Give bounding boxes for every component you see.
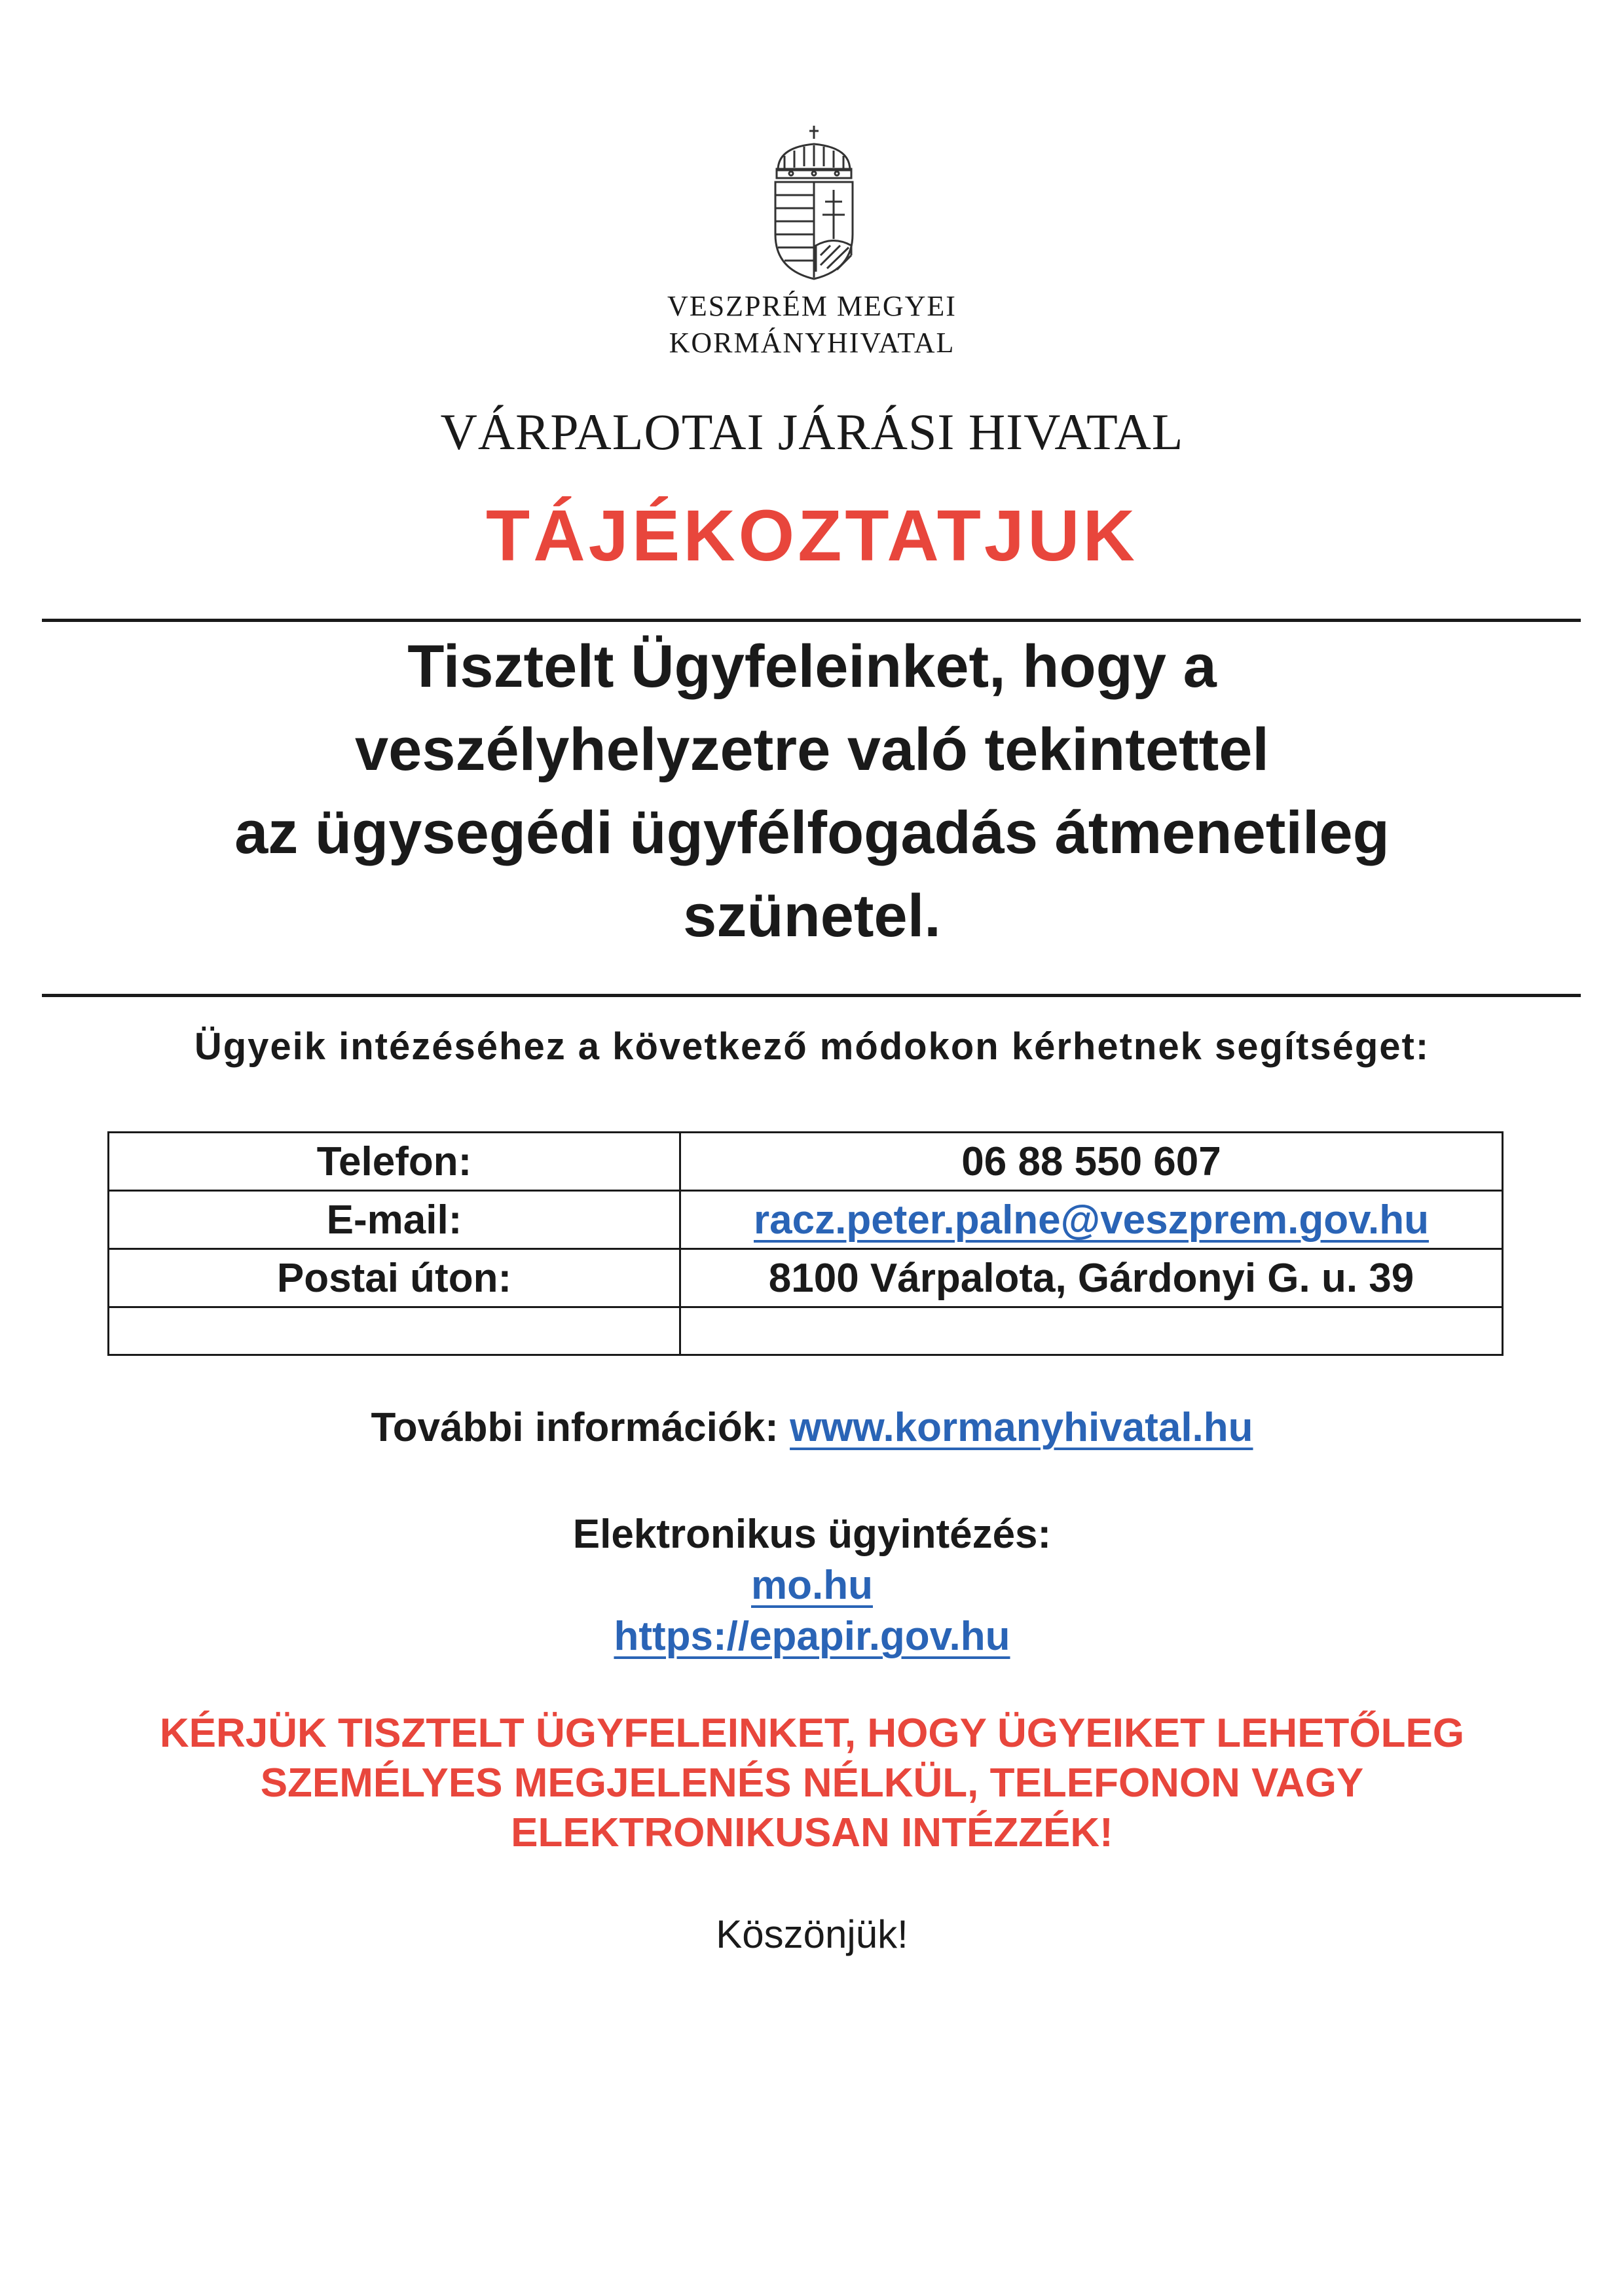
main-message-line1: Tisztelt Ügyfeleinket, hogy a [407, 633, 1217, 700]
mohu-link[interactable]: mo.hu [751, 1563, 873, 1608]
contact-label-post: Postai úton: [109, 1249, 680, 1307]
request-line2: SZEMÉLYES MEGJELENÉS NÉLKÜL, TELEFONON VAGY [260, 1760, 1364, 1806]
coat-of-arms-icon [765, 124, 863, 282]
closing-thanks: Köszönjük! [716, 1912, 908, 1956]
more-info-label: További információk: [371, 1405, 779, 1450]
table-row [109, 1249, 1503, 1307]
request-line3: ELEKTRONIKUSAN INTÉZZÉK! [511, 1810, 1113, 1855]
organization-name-line2: KORMÁNYHIVATAL [669, 327, 955, 359]
electronic-admin [0, 1509, 1624, 1662]
organization-name-line1: VESZPRÉM MEGYEI [667, 290, 957, 322]
contact-label-phone: Telefon: [109, 1133, 680, 1191]
contact-value-phone: 06 88 550 607 [680, 1133, 1503, 1191]
contact-subheading: Ügyeik intézéséhez a következő módokon kérhetnek segítséget: [194, 1025, 1430, 1068]
mohu-link-wrap [0, 1560, 1624, 1611]
contact-value-post: 8100 Várpalota, Gárdonyi G. u. 39 [680, 1249, 1503, 1307]
table-row [109, 1191, 1503, 1249]
request-line1: KÉRJÜK TISZTELT ÜGYFELEINKET, HOGY ÜGYEIKET LEHETŐLEG [159, 1711, 1465, 1756]
bottom-divider [42, 994, 1581, 997]
epapir-link-wrap [0, 1611, 1624, 1662]
organization-name [0, 288, 1624, 361]
table-row-empty [109, 1307, 1503, 1355]
more-info [0, 1404, 1624, 1451]
empty-cell [109, 1307, 680, 1355]
main-message-line3: az ügysegédi ügyfélfogadás átmenetileg [234, 799, 1390, 866]
electronic-heading: Elektronikus ügyintézés: [572, 1512, 1052, 1557]
kormanyhivatal-link[interactable]: www.kormanyhivatal.hu [790, 1405, 1253, 1450]
notice-title: TÁJÉKOZTATJUK [486, 496, 1138, 576]
main-message-line2: veszélyhelyzetre való tekintettel [355, 716, 1269, 783]
contact-value-email [680, 1191, 1503, 1249]
epapir-link[interactable]: https://epapir.gov.hu [614, 1614, 1010, 1659]
office-name: VÁRPALOTAI JÁRÁSI HIVATAL [440, 403, 1184, 460]
email-link[interactable]: racz.peter.palne@veszprem.gov.hu [754, 1197, 1429, 1243]
request-notice [0, 1709, 1624, 1858]
empty-cell [680, 1307, 1503, 1355]
main-message-line4: szünetel. [683, 883, 941, 949]
top-divider [42, 619, 1581, 622]
contact-label-email: E-mail: [109, 1191, 680, 1249]
contact-table [107, 1131, 1504, 1356]
main-message [0, 625, 1624, 958]
table-row [109, 1133, 1503, 1191]
